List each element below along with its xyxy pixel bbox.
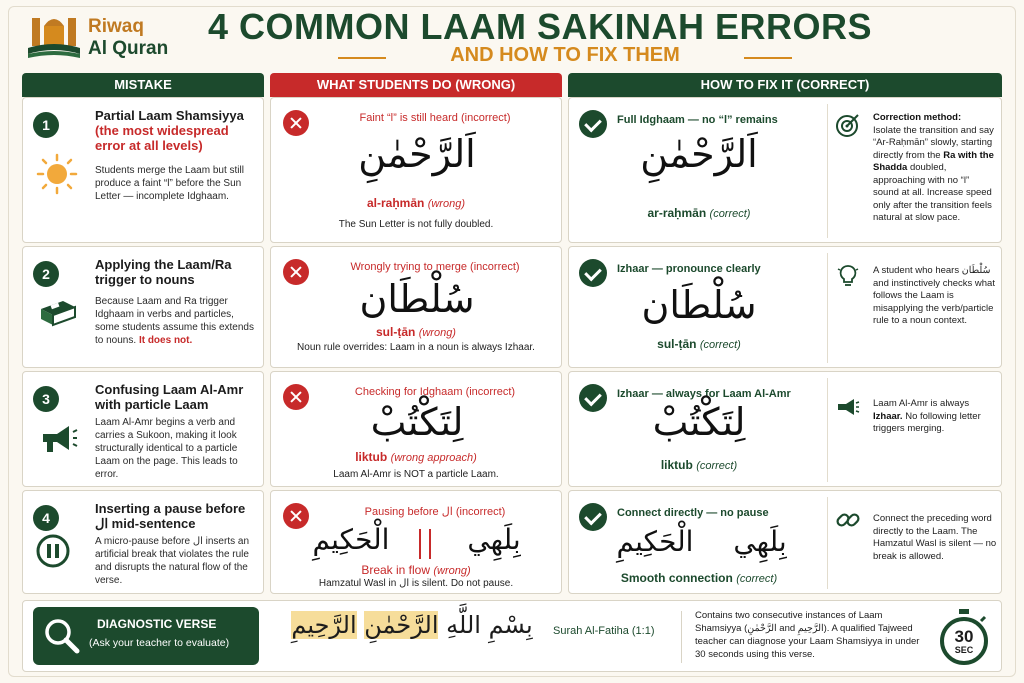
mosque-logo-icon bbox=[26, 12, 82, 62]
wrong-note: Laam Al-Amr is NOT a particle Laam. bbox=[333, 469, 499, 480]
fix-arabic-word-1: بِلَهِي bbox=[733, 525, 787, 558]
fix-transliteration: Smooth connection (correct) bbox=[620, 571, 778, 585]
wrong-transliteration: sul-ṭān (wrong) bbox=[376, 325, 456, 339]
mistake-title: Partial Laam Shamsiyya (the most widespread error at all levels) bbox=[95, 108, 244, 153]
fix-arabic-word-2: الْحَكِيمِ bbox=[616, 525, 694, 558]
stopwatch-icon bbox=[937, 607, 991, 667]
pause-marker bbox=[419, 529, 431, 559]
fix-arabic: لِتَكْتُبْ bbox=[652, 400, 746, 444]
fix-cell-4 bbox=[568, 490, 1002, 594]
diagnostic-badge bbox=[33, 607, 259, 665]
diagnostic-subtitle: (Ask your teacher to evaluate) bbox=[89, 637, 230, 649]
wrong-transliteration: liktub (wrong approach) bbox=[355, 450, 477, 464]
wrong-note: Hamzatul Wasl in ال is silent. Do not pause. bbox=[318, 578, 514, 589]
wrong-cell-2 bbox=[270, 246, 562, 368]
row-number: 4 bbox=[33, 505, 59, 531]
link-icon bbox=[835, 507, 861, 533]
wrong-label: Checking for Idghaam (incorrect) bbox=[354, 386, 516, 398]
column-divider bbox=[827, 497, 828, 589]
wrong-transliteration: Break in flow (wrong) bbox=[361, 563, 471, 577]
mistake-title: Applying the Laam/Ra trigger to nouns bbox=[95, 257, 232, 287]
wrong-cell-1 bbox=[270, 97, 562, 243]
mistake-title: Inserting a pause before ال mid-sentence bbox=[95, 501, 246, 531]
brand-line1: Riwaq bbox=[88, 16, 144, 37]
wrong-arabic-word-2: الْحَكِيمِ bbox=[312, 523, 390, 556]
row-number: 2 bbox=[33, 261, 59, 287]
mistake-description: Students merge the Laam but still produce a faint “l” before the Sun Letter — incomplete Idghaam. bbox=[95, 165, 244, 202]
mistake-description: Laam Al-Amr begins a verb and carries a Sukoon, making it look structurally identical to a particle Laam on the page. This leads to error. bbox=[95, 417, 238, 480]
column-header-mistake: MISTAKE bbox=[22, 73, 264, 97]
fix-cell-1 bbox=[568, 97, 1002, 243]
wrong-arabic-word-1: بِلَهِي bbox=[467, 523, 521, 556]
row-number: 3 bbox=[33, 386, 59, 412]
mistake-description: Because Laam and Ra trigger Idghaam in verbs and particles, some students assume this extends to nouns. It does not. bbox=[95, 296, 254, 346]
row-number: 1 bbox=[33, 112, 59, 138]
pause-icon bbox=[35, 533, 71, 569]
diagnostic-verse: بِسْمِ اللَّهِ الرَّحْمٰنِ الرَّحِيمِ bbox=[291, 611, 533, 639]
timer-unit: SEC bbox=[954, 645, 974, 655]
fix-label: Izhaar — always for Laam Al-Amr bbox=[617, 388, 791, 400]
column-divider bbox=[827, 253, 828, 363]
search-icon bbox=[43, 617, 81, 655]
mistake-cell-4 bbox=[22, 490, 264, 594]
mistake-title: Confusing Laam Al-Amr with particle Laam bbox=[95, 382, 244, 412]
correction-method-text: Correction method: Isolate the transition and say “Ar-Raḥmān” slowly, starting directly from the Ra with the Shadda doubled, approaching with no “l” sound at all. Increase speed only after the transition feels natural at slow pace. bbox=[873, 112, 994, 223]
page-title: 4 COMMON LAAM SAKINAH ERRORS bbox=[207, 6, 872, 47]
fix-cell-2 bbox=[568, 246, 1002, 368]
fix-arabic: سُلْطَان bbox=[641, 283, 757, 327]
side-note: A student who hears سُلْطَان and instinctively checks what follows the Laam is misapplying the verb/particle rule to a noun context. bbox=[873, 265, 995, 326]
target-icon bbox=[835, 112, 861, 138]
wrong-label: Faint “l” is still heard (incorrect) bbox=[359, 112, 511, 124]
divider bbox=[681, 611, 682, 663]
fix-cell-3 bbox=[568, 371, 1002, 487]
wrong-arabic: سُلْطَان bbox=[359, 277, 475, 321]
brand-line2: Al Quran bbox=[88, 38, 169, 59]
diagnostic-title: DIAGNOSTIC VERSE bbox=[97, 617, 217, 631]
book-icon bbox=[35, 291, 79, 335]
fix-label: Izhaar — pronounce clearly bbox=[617, 263, 761, 275]
wrong-label: Pausing before ال (incorrect) bbox=[364, 506, 506, 518]
timer-value: 30 bbox=[954, 627, 974, 646]
wrong-label: Wrongly trying to merge (incorrect) bbox=[350, 261, 520, 273]
fix-transliteration: sul-ṭān (correct) bbox=[657, 337, 741, 351]
wrong-note: Noun rule overrides: Laam in a noun is always Izhaar. bbox=[297, 342, 535, 353]
wrong-arabic: لِتَكْتُبْ bbox=[370, 400, 464, 444]
wrong-arabic: اَلرَّحْمٰنِ bbox=[358, 132, 476, 176]
wrong-note: The Sun Letter is not fully doubled. bbox=[338, 219, 494, 230]
page-subtitle: AND HOW TO FIX THEM bbox=[330, 44, 800, 67]
mistake-description: A micro-pause before ال inserts an artificial break that violates the rule and disrupts the natural flow of the verse. bbox=[95, 536, 250, 586]
wrong-cell-4 bbox=[270, 490, 562, 594]
fix-arabic: اَلرَّحْمٰنِ bbox=[640, 132, 758, 176]
side-note: Laam Al-Amr is always Izhaar. No following letter triggers merging. bbox=[873, 398, 981, 434]
mistake-cell-2 bbox=[22, 246, 264, 368]
diagnostic-panel bbox=[22, 600, 1002, 672]
column-header-wrong: WHAT STUDENTS DO (WRONG) bbox=[270, 73, 562, 97]
check-mark-icon bbox=[579, 503, 607, 531]
wrong-cell-3 bbox=[270, 371, 562, 487]
brand-logo bbox=[26, 12, 196, 62]
surah-reference: Surah Al-Fatiha (1:1) bbox=[553, 625, 655, 637]
fix-transliteration: liktub (correct) bbox=[660, 458, 738, 472]
mistake-cell-1 bbox=[22, 97, 264, 243]
side-note: Connect the preceding word directly to the Laam. The Hamzatul Wasl is silent — no break is allowed. bbox=[873, 513, 997, 562]
sun-icon bbox=[35, 152, 79, 196]
wrong-transliteration: al-raḥmān (wrong) bbox=[367, 196, 465, 210]
column-divider bbox=[827, 104, 828, 238]
column-divider bbox=[827, 378, 828, 482]
fix-label: Connect directly — no pause bbox=[617, 507, 769, 519]
lightbulb-icon bbox=[835, 263, 861, 289]
megaphone-icon bbox=[835, 394, 861, 420]
megaphone-icon bbox=[35, 416, 79, 460]
fix-label: Full Idghaam — no “l” remains bbox=[617, 114, 778, 126]
column-header-fix: HOW TO FIX IT (CORRECT) bbox=[568, 73, 1002, 97]
diagnostic-note: Contains two consecutive instances of Laam Shamsiyya (الرَّحْمٰنِ and الرَّحِيمِ). A qualified Tajweed teacher can diagnose your Laam Shamsiyya in under 30 seconds using this verse. bbox=[695, 610, 920, 660]
mistake-cell-3 bbox=[22, 371, 264, 487]
fix-transliteration: ar-raḥmān (correct) bbox=[647, 206, 751, 220]
